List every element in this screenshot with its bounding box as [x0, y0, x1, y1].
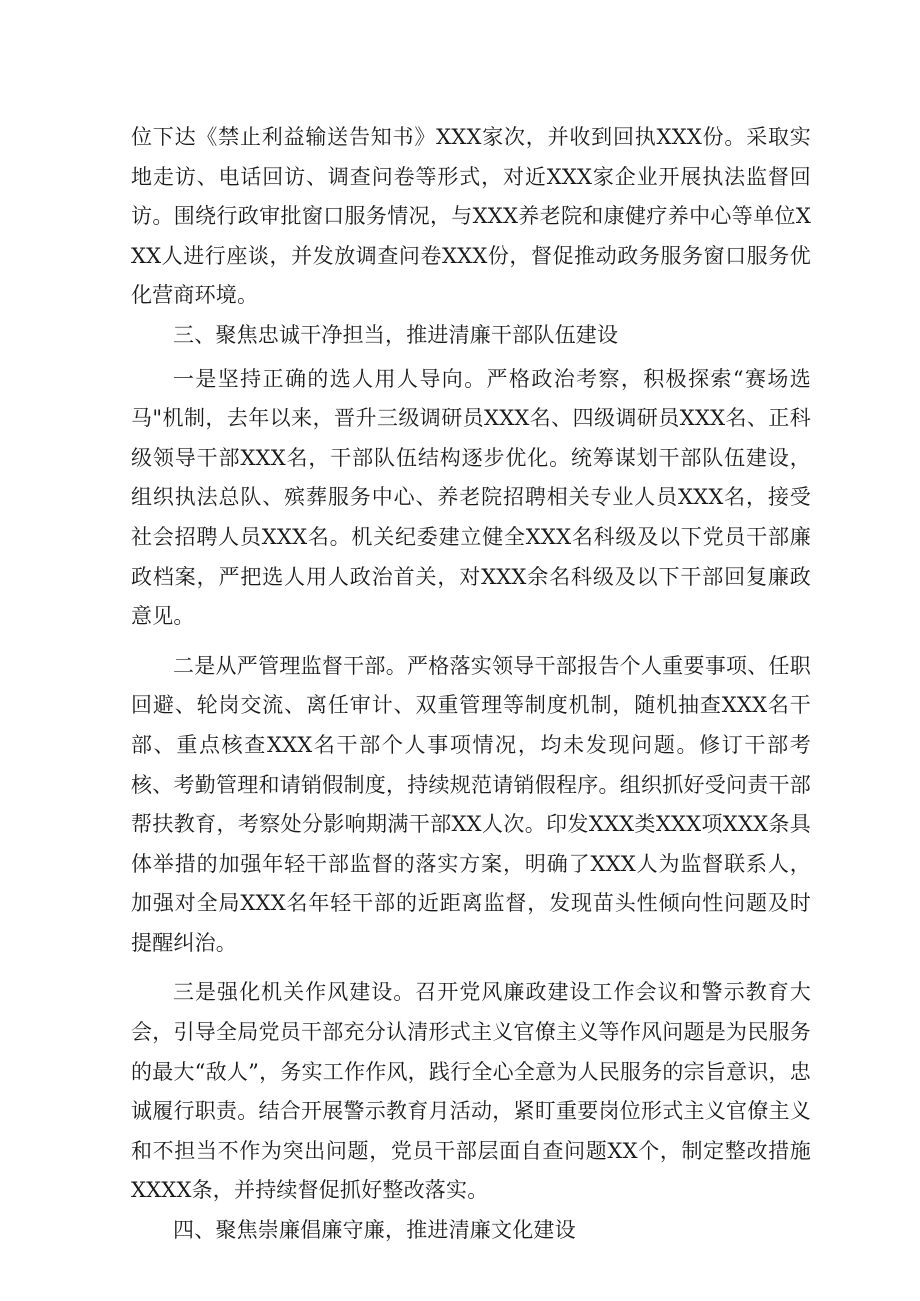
paragraph-cadre-supervision: 二是从严管理监督干部。严格落实领导干部报告个人重要事项、任职回避、轮岗交流、离任审计、双重管理等制度机制，随机抽查XXX名干部、重点核查XXX名干部个人事项情况，均未发现问题。修订干部考核、考勤管理和请销假制度，持续规范请销假程序。组织抓好受问责干部帮扶教育，考察处分影响期满干部XX人次。印发XXX类XXX项XXX条具体举措的加强年轻干部监督的落实方案，明确了XXX人为监督联系人，加强对全局XXX名年轻干部的近距离监督，发现苗头性倾向性问题及时提醒纠治。 [131, 653, 811, 955]
section-heading-3: 三、聚焦忠诚干净担当，推进清廉干部队伍建设 [173, 322, 619, 347]
paragraph-work-style: 三是强化机关作风建设。召开党风廉政建设工作会议和警示教育大会，引导全局党员干部充分认清形式主义官僚主义等作风问题是为民服务的最大“敌人”，务实工作作风，践行全心全意为人民服务的宗旨意识，忠诚履行职责。结合开展警示教育月活动，紧盯重要岗位形式主义官僚主义和不担当不作为突出问题，党员干部层面自查问题XX个，制定整改措施XXXX条，并持续督促抓好整改落实。 [131, 980, 811, 1203]
document-body [131, 118, 811, 1251]
section-heading-4: 四、聚焦崇廉倡廉守廉，推进清廉文化建设 [173, 1218, 576, 1243]
paragraph-cadre-selection: 一是坚持正确的选人用人导向。严格政治考察，积极探索“赛场选马"机制，去年以来，晋升三级调研员XXX名、四级调研员XXX名、正科级领导干部XXX名，干部队伍结构逐步优化。统筹谋划干部队伍建设，组织执法总队、殡葬服务中心、养老院招聘相关专业人员XXX名，接受社会招聘人员XXX名。机关纪委建立健全XXX名科级及以下党员干部廉政档案，严把选人用人政治首关，对XXX余名科级及以下干部回复廉政意见。 [131, 366, 811, 629]
paragraph-continued: 位下达《禁止利益输送告知书》XXX家次，并收到回执XXX份。采取实地走访、电话回访、调查问卷等形式，对近XXX家企业开展执法监督回访。围绕行政审批窗口服务情况，与XXX养老院和康健疗养中心等单位XXX人进行座谈，并发放调查问卷XXX份，督促推动政务服务窗口服务优化营商环境。 [131, 125, 811, 308]
